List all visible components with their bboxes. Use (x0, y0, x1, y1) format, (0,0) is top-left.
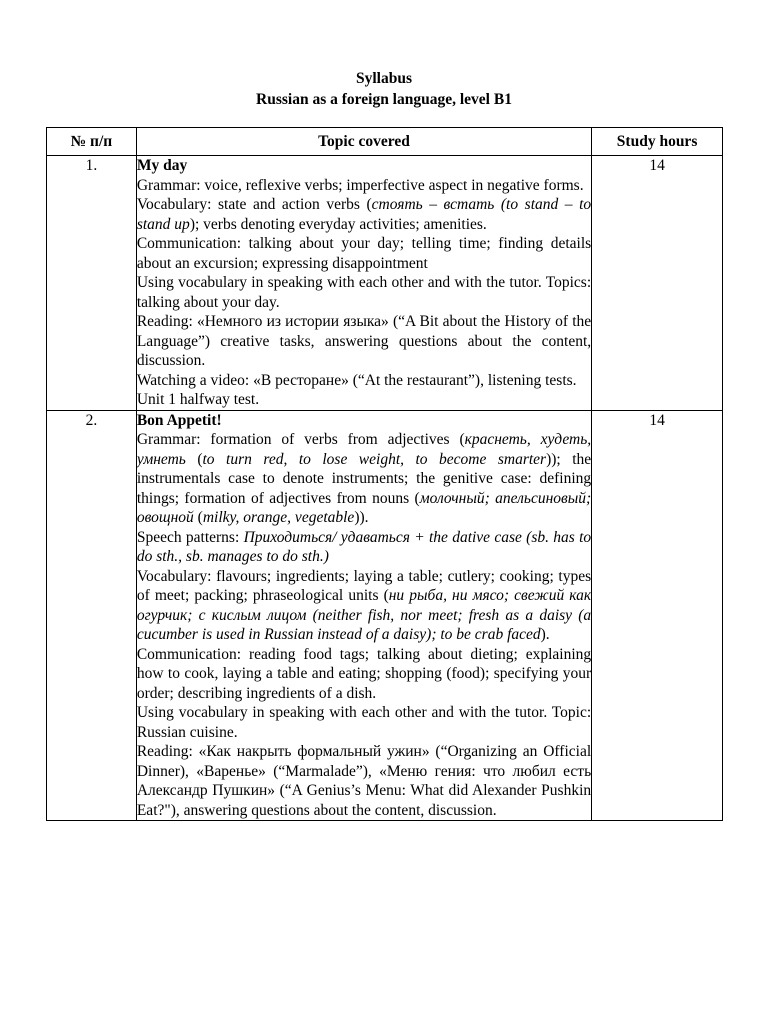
topic-vocabulary (137, 567, 591, 645)
grammar-text: Grammar: formation of verbs from adjectives ( (136, 431, 465, 448)
topic-speech-patterns (137, 528, 591, 567)
topic-communication: Communication: reading food tags; talking about dieting; explaining how to cook, laying a table and eating; shopping (food); specifying your order; describing ingredients of a dish. (136, 645, 592, 702)
row-number: 2. (47, 410, 137, 821)
topic-communication: Communication: talking about your day; telling time; finding details about an excursion; expressing disappointment (136, 235, 592, 272)
grammar-text: ( (185, 450, 203, 468)
vocab-text: Vocabulary: flavours; ingredients; laying a table; cutlery; cooking; types of meet; packing; phraseological units ( (136, 567, 592, 604)
topic-content-clip (137, 411, 591, 821)
study-hours: 14 (592, 410, 723, 821)
syllabus-table (46, 127, 723, 821)
speech-example: Приходиться/ удаваться + the dative case (sb. has to do sth., sb. manages to do sth.) (136, 528, 592, 565)
topic-vocabulary (137, 195, 591, 234)
topic-cell (136, 156, 591, 411)
column-header-number: № п/п (47, 128, 137, 156)
grammar-translation: milky, orange, vegetable (202, 509, 355, 526)
vocab-text: Vocabulary: state and action verbs ( (136, 196, 372, 213)
topic-speaking: Using vocabulary in speaking with each other and with the tutor. Topic: Russian cuisine. (136, 704, 592, 741)
table-row (47, 156, 723, 411)
grammar-translation: to turn red, to lose weight, to become smarter (202, 450, 547, 468)
topic-title: Bon Appetit! (136, 411, 222, 429)
grammar-text: )); the instrumentals case to denote instruments; the genitive case: defining things; formation of adjectives from nouns ( (136, 450, 592, 507)
document-title: Syllabus (355, 70, 412, 87)
column-header-topic: Topic covered (136, 128, 591, 156)
vocab-example: ни рыба, ни мясо; свежий как огурчик; с кислым лицом (neither fish, nor meet; fresh as a daisy (a cucumber is used in Russian instead of a daisy); to be crab faced (136, 587, 592, 643)
study-hours: 14 (592, 156, 723, 411)
speech-text: Speech patterns: (136, 528, 244, 546)
grammar-text: ( (193, 509, 203, 526)
vocab-text-end: ). (540, 626, 550, 643)
topic-reading: Reading: «Как накрыть формальный ужин» (“Organizing an Official Dinner), «Варенье» (“Marmalade”), «Меню гения: что любил есть Александр Пушкин» (“A Genius’s Menu: What did Alexander Pushkin Eat?"), answering questions about the content, discussion. (136, 743, 592, 819)
column-header-hours: Study hours (592, 128, 723, 156)
table-row (47, 410, 723, 821)
topic-speaking: Using vocabulary in speaking with each other and with the tutor. Topics: talking about your day. (136, 274, 592, 311)
vocab-example: стоять – встать (to stand – to stand up (136, 196, 592, 233)
vocab-text-end: ); verbs denoting everyday activities; amenities. (189, 215, 487, 233)
topic-title: My day (136, 157, 188, 174)
grammar-example: молочный; апельсиновый; овощной (136, 489, 592, 526)
grammar-example: краснеть, худеть, умнеть (136, 431, 592, 468)
grammar-text: )). (354, 509, 369, 526)
topic-grammar (137, 430, 591, 528)
document-subtitle: Russian as a foreign language, level B1 (256, 91, 512, 108)
topic-test: Unit 1 halfway test. (136, 391, 260, 408)
row-number: 1. (47, 156, 137, 411)
table-header-row (47, 128, 723, 156)
topic-reading: Reading: «Немного из истории языка» (“A Bit about the History of the Language”) creative tasks, answering questions about the content, discussion. (136, 313, 592, 369)
topic-cell (136, 410, 591, 821)
topic-grammar: Grammar: voice, reflexive verbs; imperfective aspect in negative forms. (136, 176, 584, 194)
topic-watching: Watching a video: «В ресторане» (“At the restaurant”), listening tests. (136, 371, 577, 389)
